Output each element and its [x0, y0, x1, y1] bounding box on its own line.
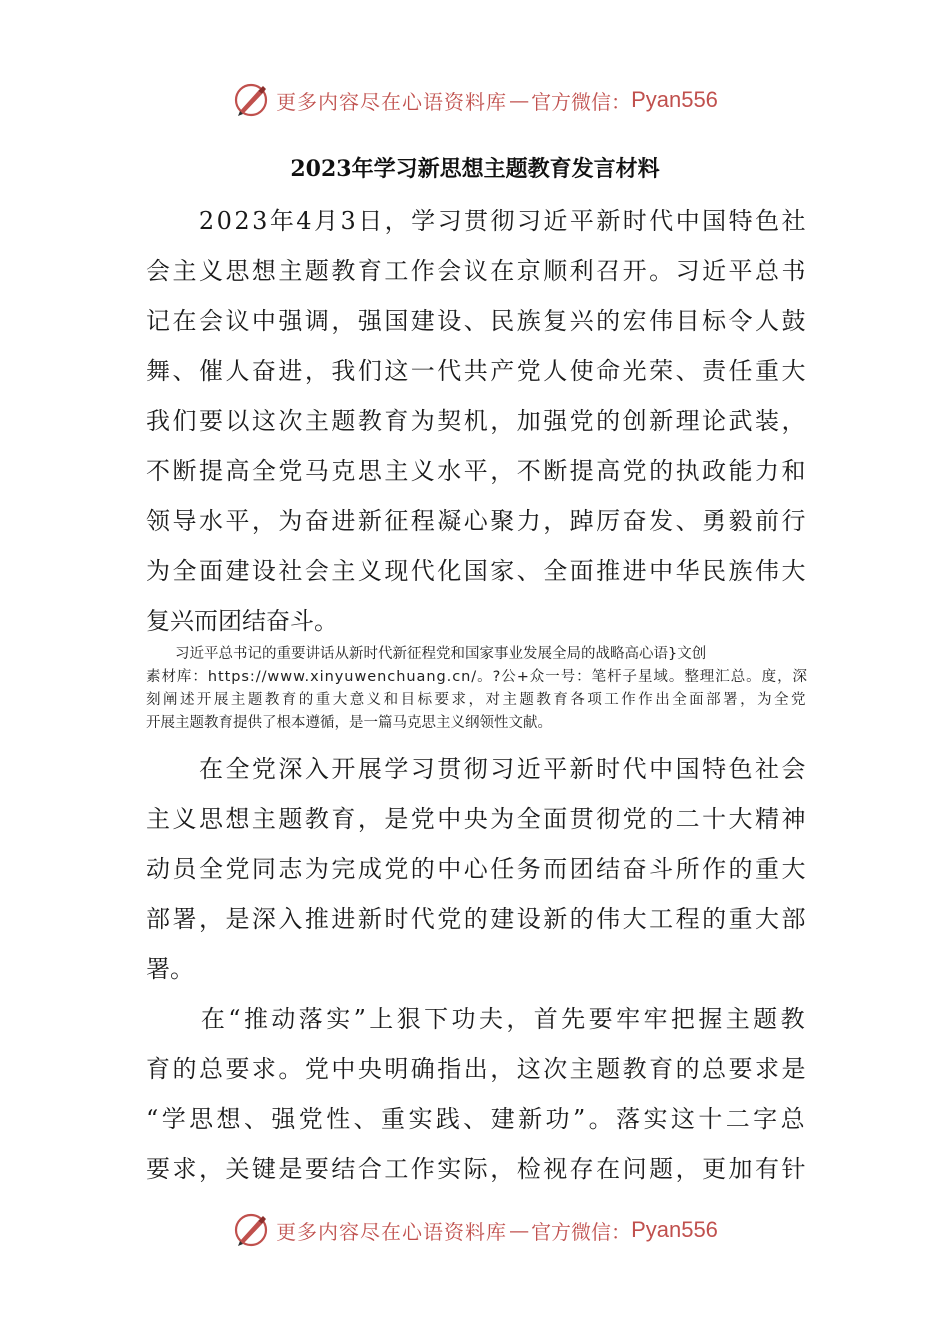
text-line: 复兴而团结奋斗。: [146, 607, 338, 635]
page-title: 2023年学习新思想主题教育发言材料: [290, 156, 660, 182]
text-line: 在全党深入开展学习贯彻习近平新时代中国特色社会: [146, 755, 808, 783]
footer-wechat-label: 官方微信：: [531, 1219, 632, 1244]
text-line: “学思想、强党性、重实践、建新功”。落实这十二字总: [146, 1105, 808, 1133]
text-line: 领导水平，为奋进新征程凝心聚力，踔厉奋发、勇毅前行: [146, 507, 808, 535]
text-line: 要求，关键是要结合工作实际，检视存在问题，更加有针: [146, 1155, 808, 1183]
header-wechat-label: 官方微信：: [531, 89, 632, 114]
text-line: 舞、催人奋进，我们这一代共产党人使命光荣、责任重大: [146, 357, 808, 385]
text-line: 会主义思想主题教育工作会议在京顺利召开。习近平总书: [146, 257, 808, 285]
header-separator: —: [509, 88, 530, 112]
note-line: 素材库：https://www.xinyuwenchuang.cn/。?公+众一号：笔杆子星域。整理汇总。度，深: [146, 669, 808, 685]
text-line: 部署，是深入推进新时代党的建设新的伟大工程的重大部: [146, 905, 808, 933]
text-line: 动员全党同志为完成党的中心任务而团结奋斗所作的重大: [146, 855, 808, 883]
text-line: 为全面建设社会主义现代化国家、全面推进中华民族伟大: [146, 557, 808, 585]
small-note: [146, 643, 808, 735]
note-line: 开展主题教育提供了根本遵循，是一篇马克思主义纲领性文献。: [146, 715, 552, 731]
text-line: 育的总要求。党中央明确指出，这次主题教育的总要求是: [146, 1055, 808, 1083]
footer-banner: [0, 1210, 950, 1250]
pen-logo-icon: [232, 1211, 270, 1249]
paragraph-2: [146, 744, 808, 994]
text-line: 不断提高全党马克思主义水平，不断提高党的执政能力和: [146, 457, 808, 485]
note-line: 习近平总书记的重要讲话从新时代新征程党和国家事业发展全局的战略高心语}文创: [146, 646, 707, 662]
header-banner: [0, 80, 950, 120]
text-line: 记在会议中强调，强国建设、民族复兴的宏伟目标令人鼓: [146, 307, 808, 335]
paragraph-3: [146, 994, 808, 1194]
header-wechat-id: Pyan556: [631, 87, 718, 112]
pen-logo-icon: [232, 81, 270, 119]
text-line: 署。: [146, 955, 194, 983]
text-line: 在“推动落实”上狠下功夫，首先要牢牢把握主题教: [146, 1005, 808, 1033]
paragraph-1: [146, 196, 808, 646]
text-line: 主义思想主题教育，是党中央为全面贯彻党的二十大精神: [146, 805, 808, 833]
footer-wechat-id: Pyan556: [631, 1217, 718, 1242]
footer-site-text: 更多内容尽在心语资料库: [276, 1219, 508, 1244]
text-line: 2023年4月3日，学习贯彻习近平新时代中国特色社: [146, 207, 808, 235]
header-site-text: 更多内容尽在心语资料库: [276, 89, 508, 114]
note-line: 刻阐述开展主题教育的重大意义和目标要求，对主题教育各项工作作出全面部署，为全党: [146, 692, 808, 708]
footer-separator: —: [509, 1218, 530, 1242]
text-line: 我们要以这次主题教育为契机，加强党的创新理论武装，: [146, 407, 808, 435]
